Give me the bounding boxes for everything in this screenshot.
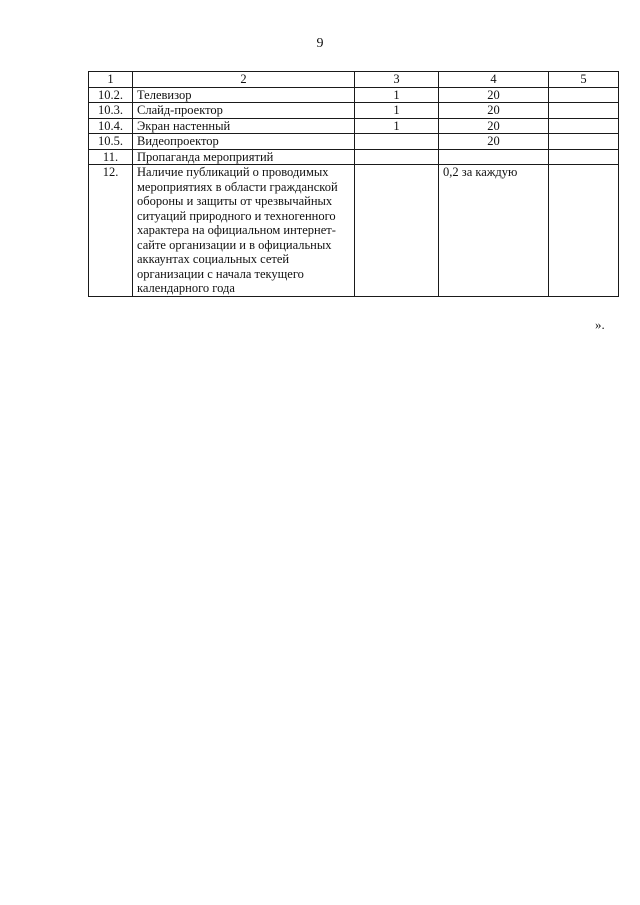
row-extra: [549, 87, 619, 103]
header-cell: 3: [355, 72, 439, 88]
row-name: Телевизор: [133, 87, 355, 103]
row-points: 0,2 за каждую: [439, 165, 549, 297]
row-qty: [355, 149, 439, 165]
row-qty: [355, 165, 439, 297]
row-number: 10.5.: [89, 134, 133, 150]
row-number: 11.: [89, 149, 133, 165]
header-cell: 2: [133, 72, 355, 88]
row-points: [439, 149, 549, 165]
row-points: 20: [439, 118, 549, 134]
table-header-row: [89, 72, 619, 88]
row-points: 20: [439, 103, 549, 119]
row-name: Пропаганда мероприятий: [133, 149, 355, 165]
row-qty: [355, 134, 439, 150]
row-name: Видеопроектор: [133, 134, 355, 150]
table-row: [89, 118, 619, 134]
row-points: 20: [439, 134, 549, 150]
row-qty: 1: [355, 103, 439, 119]
table-row: [89, 87, 619, 103]
row-name: Слайд-проектор: [133, 103, 355, 119]
row-name: Наличие публикаций о проводимых мероприятиях в области гражданской обороны и защиты от чрезвычайных ситуаций природного и техногенного характера на официальном интернет-сайте организации и в официальных аккаунтах социальных сетей организации с начала текущего календарного года: [133, 165, 355, 297]
criteria-table: [88, 71, 619, 297]
header-cell: 4: [439, 72, 549, 88]
table-row: [89, 103, 619, 119]
row-extra: [549, 118, 619, 134]
row-qty: 1: [355, 87, 439, 103]
row-extra: [549, 134, 619, 150]
table-row: [89, 134, 619, 150]
row-points: 20: [439, 87, 549, 103]
row-extra: [549, 165, 619, 297]
row-number: 12.: [89, 165, 133, 297]
row-extra: [549, 103, 619, 119]
row-extra: [549, 149, 619, 165]
row-qty: 1: [355, 118, 439, 134]
table-row: [89, 149, 619, 165]
row-number: 10.3.: [89, 103, 133, 119]
header-cell: 1: [89, 72, 133, 88]
page-number: 9: [316, 36, 324, 51]
row-number: 10.2.: [89, 87, 133, 103]
header-cell: 5: [549, 72, 619, 88]
row-number: 10.4.: [89, 118, 133, 134]
table-row: [89, 165, 619, 297]
closing-quote-mark: ».: [595, 317, 605, 332]
row-name: Экран настенный: [133, 118, 355, 134]
